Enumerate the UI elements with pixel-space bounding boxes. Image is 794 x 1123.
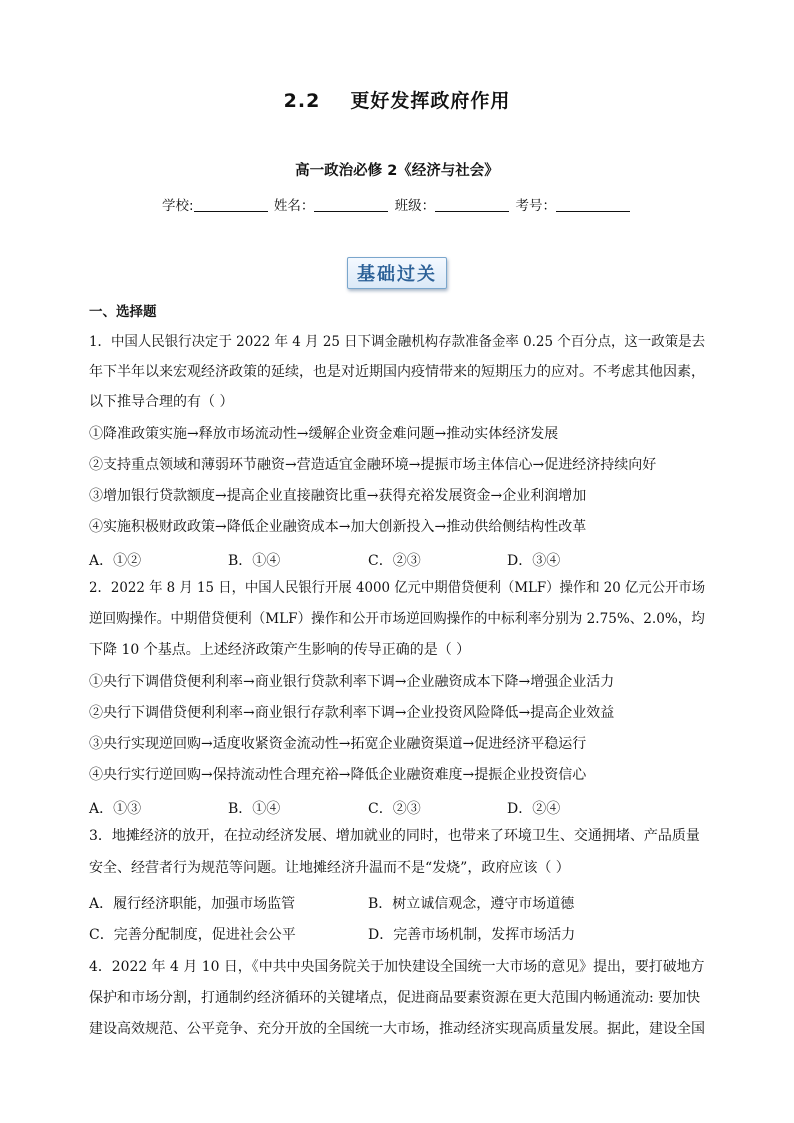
q2-item: ①央行下调借贷便利利率→商业银行贷款利率下调→企业融资成本下降→增强企业活力	[89, 674, 615, 690]
class-blank	[435, 197, 509, 212]
basic-pass-badge: 基础过关	[347, 257, 447, 289]
q3-stem-line: 3．地摊经济的放开，在拉动经济发展、增加就业的同时，也带来了环境卫生、交通拥堵、产品质量	[89, 828, 700, 844]
school-blank	[194, 197, 268, 212]
q1-option-b[interactable]: B．①④	[228, 553, 281, 569]
q1-item: ④实施积极财政政策→降低企业融资成本→加大创新投入→推动供给侧结构性改革	[89, 519, 587, 535]
exam-number-label: 考号：	[515, 198, 556, 214]
lesson-title: 更好发挥政府作用	[350, 90, 511, 112]
course-subtitle: 高一政治必修 2《经济与社会》	[295, 163, 499, 179]
page-title	[0, 86, 794, 113]
q2-stem-line: 2．2022 年 8 月 15 日，中国人民银行开展 4000 亿元中期借贷便利（MLF）操作和 20 亿元公开市场	[89, 580, 706, 596]
q1-option-d[interactable]: D．③④	[507, 553, 561, 569]
exam-number-blank	[556, 197, 630, 212]
q2-item: ④央行实行逆回购→保持流动性合理充裕→降低企业融资难度→提振企业投资信心	[89, 767, 587, 783]
q1-option-c[interactable]: C．②③	[368, 553, 421, 569]
q1-stem-line: 年下半年以来宏观经济政策的延续，也是对近期国内疫情带来的短期压力的应对。不考虑其他因素，	[89, 364, 705, 380]
school-label: 学校:	[162, 198, 194, 214]
q1-item: ①降准政策实施→释放市场流动性→缓解企业资金难问题→推动实体经济发展	[89, 426, 559, 442]
name-label: 姓名：	[273, 198, 315, 214]
q4-stem-line: 保护和市场分割，打通制约经济循环的关键堵点，促进商品要素资源在更大范围内畅通流动: 要加快	[89, 990, 701, 1006]
q3-option-a[interactable]: A．履行经济职能，加强市场监管	[89, 896, 296, 912]
class-label: 班级：	[394, 198, 436, 214]
q2-option-b[interactable]: B．①④	[228, 801, 281, 817]
q3-option-b[interactable]: B．树立诚信观念，遵守市场道德	[368, 896, 575, 912]
q1-option-a[interactable]: A．①②	[89, 553, 142, 569]
name-blank	[314, 197, 388, 212]
q1-stem-line: 以下推导合理的有（ ）	[89, 394, 234, 410]
q3-stem-line: 安全、经营者行为规范等问题。让地摊经济升温而不是“发烧”，政府应该（ ）	[89, 860, 570, 876]
q4-stem-line: 建设高效规范、公平竞争、充分开放的全国统一大市场，推动经济实现高质量发展。据此，建设全国	[89, 1021, 705, 1037]
q2-stem-line: 逆回购操作。中期借贷便利（MLF）操作和公开市场逆回购操作的中标利率分别为 2.75%、2.0%，均	[89, 611, 705, 627]
q1-stem-line: 1．中国人民银行决定于 2022 年 4 月 25 日下调金融机构存款准备金率 0.25 个百分点，这一政策是去	[89, 334, 706, 350]
q2-option-c[interactable]: C．②③	[368, 801, 421, 817]
student-info-row	[0, 194, 794, 214]
lesson-number: 2.2	[283, 90, 321, 112]
q3-option-c[interactable]: C．完善分配制度，促进社会公平	[89, 927, 296, 943]
q3-option-d[interactable]: D．完善市场机制，发挥市场活力	[368, 927, 576, 943]
q1-item: ③增加银行贷款额度→提高企业直接融资比重→获得充裕发展资金→企业利润增加	[89, 488, 587, 504]
q4-stem-line: 4．2022 年 4 月 10 日，《中共中央国务院关于加快建设全国统一大市场的意见》提出，要打破地方	[89, 959, 705, 975]
q2-stem-line: 下降 10 个基点。上述经济政策产生影响的传导正确的是（ ）	[89, 642, 471, 658]
q2-item: ②央行下调借贷便利利率→商业银行存款利率下调→企业投资风险降低→提高企业效益	[89, 705, 615, 721]
q2-item: ③央行实现逆回购→适度收紧资金流动性→拓宽企业融资渠道→促进经济平稳运行	[89, 736, 587, 752]
section-heading: 一、选择题	[89, 304, 157, 320]
q2-option-a[interactable]: A．①③	[89, 801, 142, 817]
q1-item: ②支持重点领域和薄弱环节融资→营造适宜金融环境→提振市场主体信心→促进经济持续向好	[89, 457, 657, 473]
q2-option-d[interactable]: D．②④	[507, 801, 561, 817]
